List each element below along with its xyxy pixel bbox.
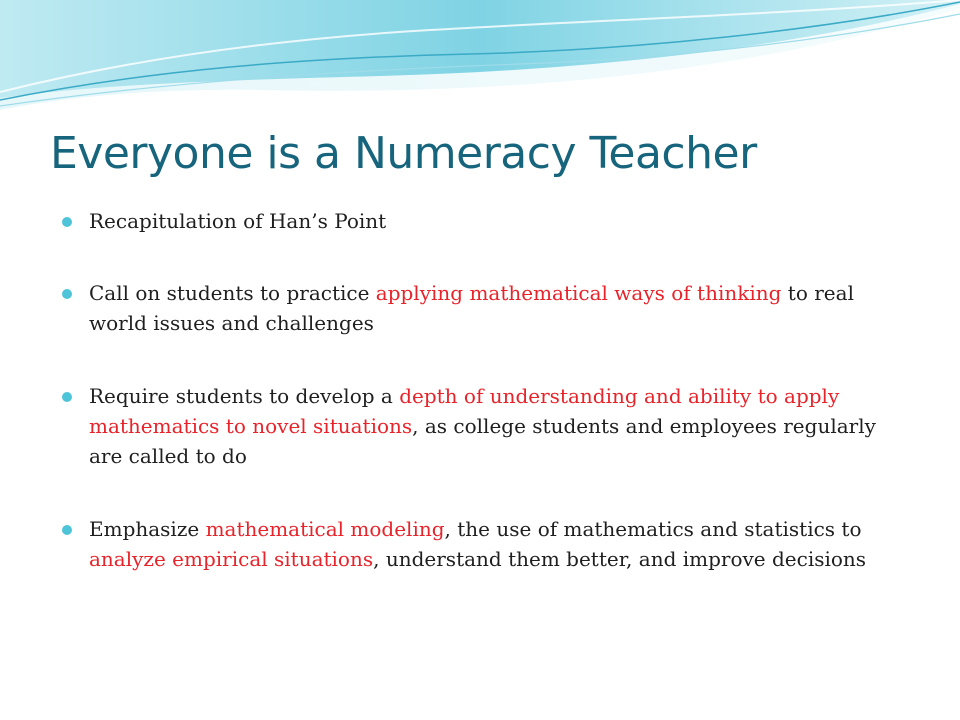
bullet-highlight: applying mathematical ways of thinking: [375, 281, 782, 305]
bullet-highlight: mathematical modeling: [205, 517, 445, 541]
bullet-highlight: analyze empirical situations: [89, 547, 374, 571]
header-wave-decoration: [0, 0, 960, 140]
bullet-dot-icon: [62, 289, 72, 299]
slide-title: Everyone is a Numeracy Teacher: [50, 128, 757, 179]
bullet-text: Emphasize: [89, 517, 206, 541]
bullet-item: [62, 514, 912, 574]
bullet-dot-icon: [62, 217, 72, 227]
bullet-list: [62, 206, 912, 617]
bullet-text: , the use of mathematics and statistics to: [444, 517, 862, 541]
bullet-text: Call on students to practice: [89, 281, 376, 305]
bullet-text: Recapitulation of Han’s Point: [89, 209, 387, 233]
bullet-text: , as college students and employees regularly are called to do: [89, 414, 876, 468]
bullet-item: [62, 206, 912, 236]
bullet-item: [62, 381, 912, 471]
bullet-dot-icon: [62, 392, 72, 402]
bullet-item: [62, 278, 912, 338]
bullet-text: , understand them better, and improve decisions: [373, 547, 867, 571]
bullet-highlight: depth of understanding and ability to apply mathematics to novel situations: [89, 384, 840, 438]
bullet-text: Require students to develop a: [89, 384, 400, 408]
bullet-text: to real world issues and challenges: [89, 281, 854, 335]
bullet-dot-icon: [62, 525, 72, 535]
